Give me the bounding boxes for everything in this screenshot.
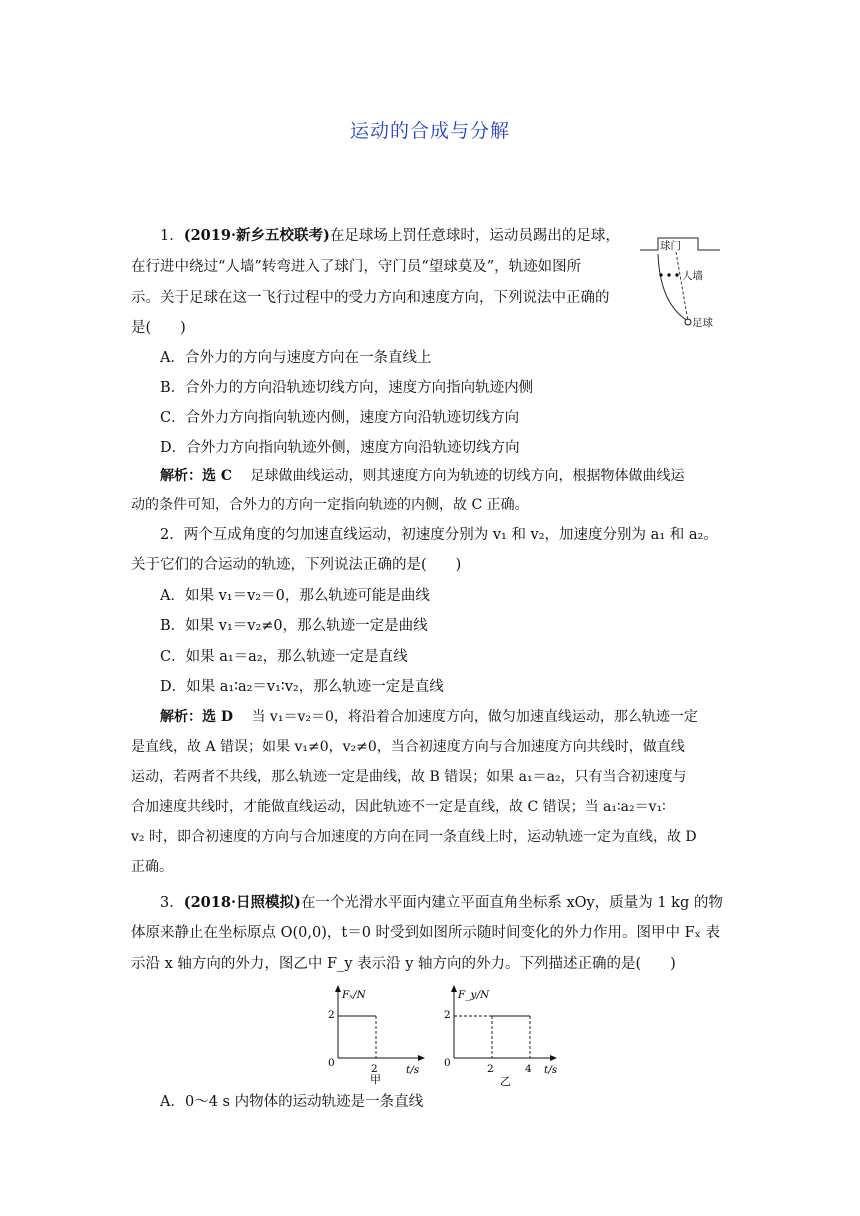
q2-line-2: 关于它们的合运动的轨迹，下列说法正确的是( ) (131, 557, 462, 573)
q1-analysis-line-2: 动的条件可知，合外力的方向一定指向轨迹的内侧，故 C 正确。 (131, 497, 529, 513)
ball-label: 足球 (692, 317, 713, 329)
chart1-xlabel: t/s (406, 1064, 420, 1076)
dashed-path (676, 252, 688, 321)
q1-number: 1． (160, 228, 184, 244)
page-title: 运动的合成与分解 (349, 120, 510, 142)
q1-line-2: 在行进中绕过“人墙”转弯进入了球门，守门员“望球莫及”，轨迹如图所 (131, 259, 582, 275)
force-y-chart (436, 984, 566, 1088)
q2-analysis-line-5: v₂ 时，即合初速度的方向与合加速度的方向在同一条直线上时，运动轨迹一定为直线，故 D (131, 829, 697, 845)
chart2-caption: 乙 (500, 1075, 511, 1088)
chart1-caption: 甲 (370, 1073, 381, 1086)
chart2-ylabel: F_y/N (458, 989, 490, 1001)
q1-line-1 (160, 226, 620, 246)
q1-analysis-text-1: 足球做曲线运动，则其速度方向为轨迹的切线方向，根据物体做曲线运 (250, 468, 685, 484)
football-trajectory-figure (640, 228, 730, 336)
q3-source: (2018·日照模拟) (183, 894, 301, 911)
chart2-xtick-label-1: 2 (487, 1063, 494, 1075)
chart2-origin: 0 (444, 1057, 451, 1069)
chart1-ytick-label: 2 (328, 1009, 335, 1021)
q3-line-3: 示沿 x 轴方向的外力，图乙中 F_y 表示沿 y 轴方向的外力。下列描述正确的是( ) (131, 956, 676, 972)
q2-option-b: B．如果 v₁＝v₂≠0，那么轨迹一定是曲线 (160, 618, 428, 634)
q2-option-a: A．如果 v₁＝v₂＝0，那么轨迹可能是曲线 (160, 588, 430, 604)
q1-text-1: 在足球场上罚任意球时，运动员踢出的足球， (329, 228, 620, 244)
q2-analysis-line-4: 合加速度共线时，才能做直线运动，因此轨迹不一定是直线，故 C 错误；当 a₁∶a₂＝v₁∶ (131, 799, 666, 815)
force-x-chart (320, 984, 430, 1086)
q2-analysis-line-1 (160, 707, 698, 727)
chart2-ytick-label: 2 (444, 1009, 451, 1021)
q3-line-2: 体原来静止在坐标原点 O(0,0)，t＝0 时受到如图所示随时间变化的外力作用。图甲中 Fₓ 表 (131, 925, 720, 941)
q1-line-4: 是( ) (131, 320, 186, 336)
chart1-ylabel: Fₓ/N (342, 989, 366, 1001)
wall-dot-3 (675, 273, 678, 276)
chart2-marks (454, 1016, 530, 1058)
wall-dot-1 (659, 273, 662, 276)
q3-number: 3． (160, 895, 184, 911)
q2-option-c: C．如果 a₁＝a₂，那么轨迹一定是直线 (160, 649, 408, 665)
q1-analysis-head: 解析：选 C (160, 468, 233, 484)
q1-line-3: 示。关于足球在这一飞行过程中的受力方向和速度方向，下列说法中正确的 (131, 290, 610, 306)
chart2-xtick-label-2: 4 (525, 1063, 532, 1075)
q2-analysis-line-3: 运动，若两者不共线，那么轨迹一定是曲线，故 B 错误；如果 a₁＝a₂，只有当合初速度与 (131, 769, 687, 785)
q1-option-c: C．合外力方向指向轨迹内侧，速度方向沿轨迹切线方向 (160, 410, 520, 426)
q1-source: (2019·新乡五校联考) (183, 227, 330, 244)
wall-label: 人墙 (682, 270, 703, 282)
q2-line-1: 2．两个互成角度的匀加速直线运动，初速度分别为 v₁ 和 v₂，加速度分别为 a₁ 和 a₂。 (160, 527, 718, 543)
trajectory-curve (658, 254, 688, 321)
chart1-x-arrow (418, 1055, 425, 1061)
chart1-origin: 0 (328, 1057, 335, 1069)
chart2-xlabel: t/s (544, 1064, 558, 1076)
chart1-y-arrow (335, 985, 341, 992)
chart1-marks (338, 1016, 376, 1058)
q2-analysis-line-2: 是直线，故 A 错误；如果 v₁≠0，v₂≠0，当合初速度方向与合加速度方向共线时，做直线 (131, 739, 685, 755)
q3-option-a: A．0～4 s 内物体的运动轨迹是一条直线 (160, 1094, 424, 1110)
q1-option-d: D．合外力方向指向轨迹外侧，速度方向沿轨迹切线方向 (160, 440, 520, 456)
goal-label: 球门 (660, 240, 681, 252)
q1-analysis-line-1 (160, 466, 684, 486)
ball-icon (685, 319, 691, 325)
chart2-y-arrow (451, 985, 457, 992)
q3-line-1 (160, 893, 723, 913)
q3-text-1: 在一个光滑水平面内建立平面直角坐标系 xOy，质量为 1 kg 的物 (300, 895, 723, 911)
q1-option-b: B．合外力的方向沿轨迹切线方向，速度方向指向轨迹内侧 (160, 380, 534, 396)
chart2-x-arrow (550, 1055, 557, 1061)
chart1-xtick-label: 2 (371, 1063, 378, 1075)
q2-option-d: D．如果 a₁∶a₂＝v₁∶v₂，那么轨迹一定是直线 (160, 679, 444, 695)
q1-option-a: A．合外力的方向与速度方向在一条直线上 (160, 350, 432, 366)
q2-analysis-head: 解析：选 D (160, 709, 234, 725)
q2-analysis-text-1: 当 v₁＝v₂＝0，将沿着合加速度方向，做匀加速直线运动，那么轨迹一定 (251, 709, 698, 725)
wall-dot-2 (667, 273, 670, 276)
q2-analysis-line-6: 正确。 (131, 859, 173, 875)
